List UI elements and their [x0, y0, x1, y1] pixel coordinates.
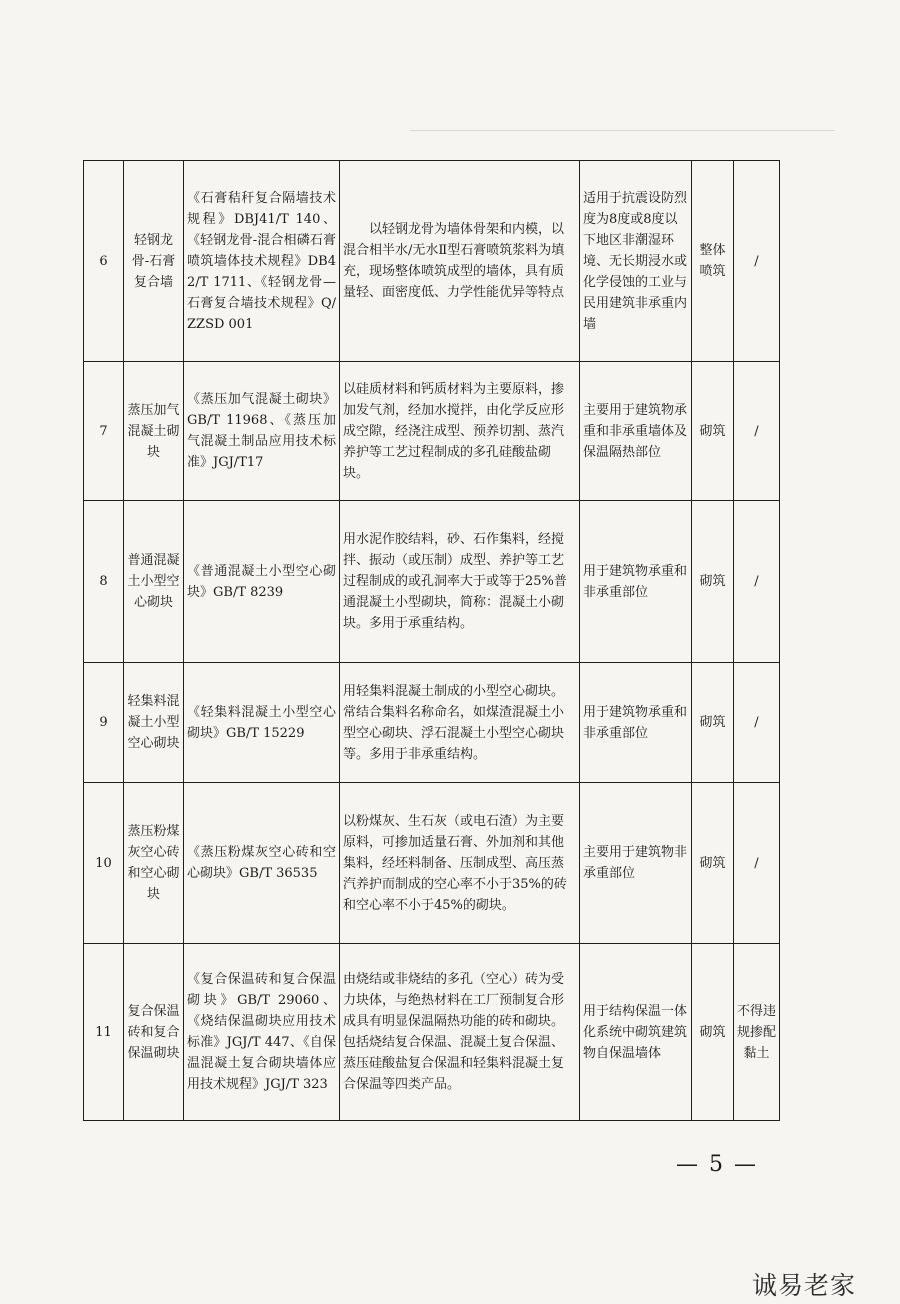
application-scope: 用于建筑物承重和非承重部位 — [580, 501, 692, 663]
watermark-text: 诚易老家 — [752, 1271, 857, 1300]
construction-method: 砌筑 — [692, 944, 734, 1121]
application-scope: 适用于抗震设防烈度为8度或8度以下地区非潮湿环境、无长期浸水或化学侵蚀的工业与民用建筑非承重内墙 — [580, 161, 692, 362]
product-description: 以轻钢龙骨为墙体骨架和内模，以混合相半水/无水Ⅱ型石膏喷筑浆料为填充，现场整体喷筑成型的墙体，具有质量轻、面密度低、力学性能优异等特点 — [340, 161, 580, 362]
remark: / — [734, 663, 780, 783]
standard-reference: 《复合保温砖和复合保温砌块》GB/T 29060、《烧结保温砌块应用技术标准》JGJ/T 447、《自保温混凝土复合砌块墙体应用技术规程》JGJ/T 323 — [184, 944, 340, 1121]
table-row — [84, 663, 780, 783]
product-name: 复合保温砖和复合保温砌块 — [124, 944, 184, 1121]
product-name: 轻钢龙骨-石膏复合墙 — [124, 161, 184, 362]
row-number: 8 — [84, 501, 124, 663]
table-row — [84, 161, 780, 362]
product-description: 以硅质材料和钙质材料为主要原料，掺加发气剂，经加水搅拌，由化学反应形成空隙，经浇注成型、预养切割、蒸汽养护等工艺过程制成的多孔硅酸盐砌块。 — [340, 362, 580, 501]
table-row — [84, 944, 780, 1121]
product-description: 用水泥作胶结料，砂、石作集料，经搅拌、振动（或压制）成型、养护等工艺过程制成的或孔洞率大于或等于25%普通混凝土小型砌块，简称：混凝土小砌块。多用于承重结构。 — [340, 501, 580, 663]
application-scope: 主要用于建筑物非承重部位 — [580, 783, 692, 944]
remark: / — [734, 783, 780, 944]
standard-reference: 《石膏秸秆复合隔墙技术规程》DBJ41/T 140、《轻钢龙骨-混合相磷石膏喷筑墙体技术规程》DB42/T 1711、《轻钢龙骨—石膏复合墙技术规程》Q/ZZSD 001 — [184, 161, 340, 362]
application-scope: 用于建筑物承重和非承重部位 — [580, 663, 692, 783]
row-number: 7 — [84, 362, 124, 501]
construction-method: 砌筑 — [692, 783, 734, 944]
product-description: 以粉煤灰、生石灰（或电石渣）为主要原料，可掺加适量石膏、外加剂和其他集料，经坯料制备、压制成型、高压蒸汽养护而制成的空心率不小于35%的砖和空心率不小于45%的砌块。 — [340, 783, 580, 944]
construction-method: 砌筑 — [692, 663, 734, 783]
standard-reference: 《轻集料混凝土小型空心砌块》GB/T 15229 — [184, 663, 340, 783]
construction-method: 砌筑 — [692, 362, 734, 501]
scan-artifact-line — [410, 130, 835, 131]
page-number: — 5 — — [676, 1152, 758, 1177]
application-scope: 用于结构保温一体化系统中砌筑建筑物自保温墙体 — [580, 944, 692, 1121]
remark: 不得违规掺配黏土 — [734, 944, 780, 1121]
table-row — [84, 362, 780, 501]
product-name: 蒸压加气混凝土砌块 — [124, 362, 184, 501]
row-number: 6 — [84, 161, 124, 362]
remark: / — [734, 501, 780, 663]
construction-method: 砌筑 — [692, 501, 734, 663]
construction-method: 整体喷筑 — [692, 161, 734, 362]
remark: / — [734, 362, 780, 501]
product-name: 轻集料混凝土小型空心砌块 — [124, 663, 184, 783]
standard-reference: 《普通混凝土小型空心砌块》GB/T 8239 — [184, 501, 340, 663]
product-description: 由烧结或非烧结的多孔（空心）砖为受力块体，与绝热材料在工厂预制复合形成具有明显保温隔热功能的砖和砌块。包括烧结复合保温、混凝土复合保温、蒸压硅酸盐复合保温和轻集料混凝土复合保温等四类产品。 — [340, 944, 580, 1121]
product-name: 普通混凝土小型空心砌块 — [124, 501, 184, 663]
row-number: 11 — [84, 944, 124, 1121]
product-description: 用轻集料混凝土制成的小型空心砌块。常结合集料名称命名，如煤渣混凝土小型空心砌块、浮石混凝土小型空心砌块等。多用于非承重结构。 — [340, 663, 580, 783]
remark: / — [734, 161, 780, 362]
product-name: 蒸压粉煤灰空心砖和空心砌块 — [124, 783, 184, 944]
specification-table — [83, 160, 780, 1121]
standard-reference: 《蒸压加气混凝土砌块》GB/T 11968、《蒸压加气混凝土制品应用技术标准》JGJ/T17 — [184, 362, 340, 501]
standard-reference: 《蒸压粉煤灰空心砖和空心砌块》GB/T 36535 — [184, 783, 340, 944]
table-row — [84, 501, 780, 663]
row-number: 9 — [84, 663, 124, 783]
row-number: 10 — [84, 783, 124, 944]
application-scope: 主要用于建筑物承重和非承重墙体及保温隔热部位 — [580, 362, 692, 501]
table-row — [84, 783, 780, 944]
